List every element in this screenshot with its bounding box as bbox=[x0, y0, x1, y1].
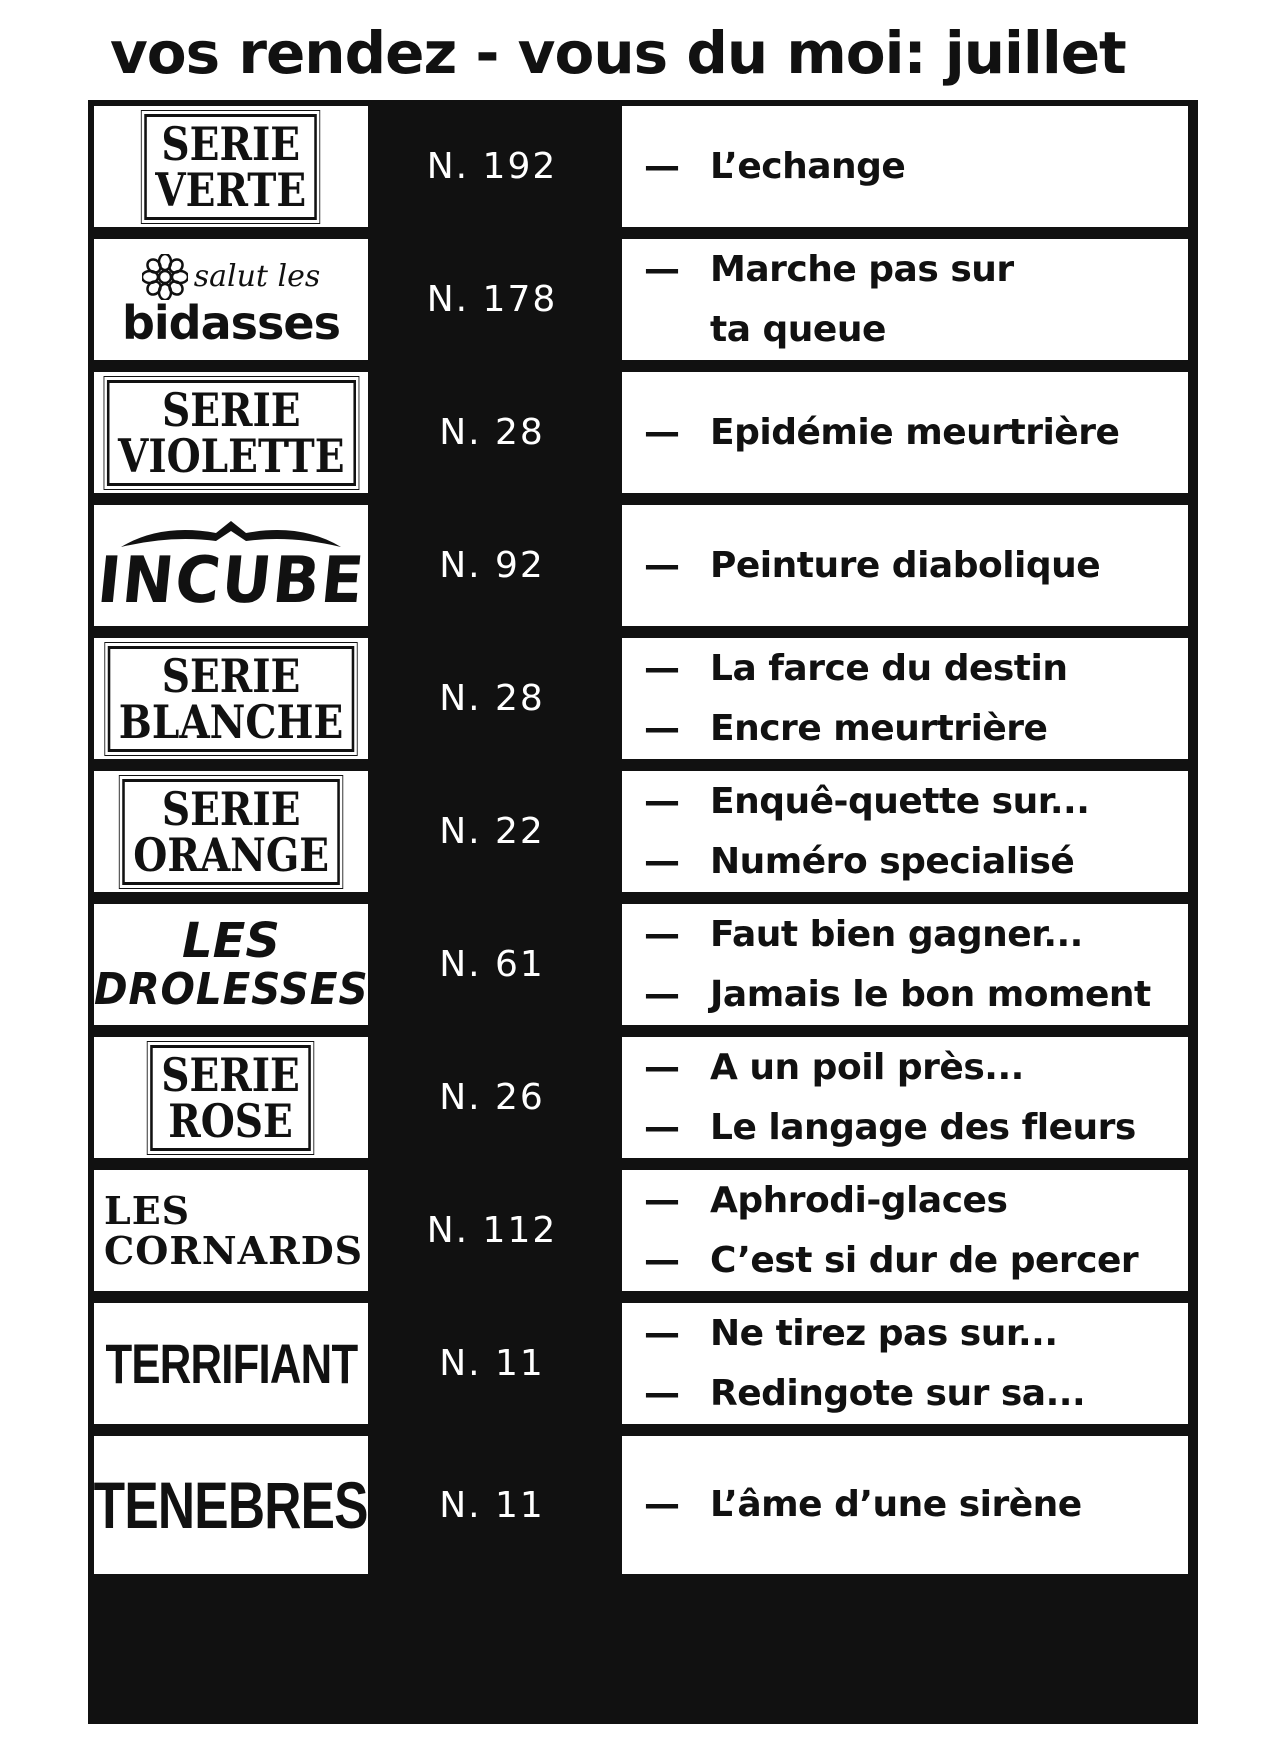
table-row bbox=[88, 1297, 1198, 1430]
logo-main: INCUBE bbox=[94, 543, 368, 618]
dash: — bbox=[644, 145, 680, 187]
logo-main: bidasses bbox=[121, 295, 340, 350]
issue-number: N. 178 bbox=[426, 279, 558, 320]
series-logo-serie-verte: SERIE VERTE bbox=[94, 106, 368, 227]
issue-number: N. 11 bbox=[439, 1343, 545, 1384]
series-logo-les-drolesses: LES DROLESSES bbox=[94, 904, 368, 1025]
table-row bbox=[88, 366, 1198, 499]
story-title: L’âme d’une sirène bbox=[710, 1484, 1082, 1525]
story-titles bbox=[622, 638, 1188, 759]
issue-number: N. 112 bbox=[426, 1210, 558, 1251]
issue-number: N. 11 bbox=[439, 1484, 545, 1526]
story-title: Peinture diabolique bbox=[710, 544, 1101, 586]
table-row bbox=[88, 499, 1198, 632]
story-titles bbox=[622, 1037, 1188, 1158]
story-titles bbox=[622, 771, 1188, 892]
story-title: Encre meurtrière bbox=[710, 707, 1048, 749]
dash: — bbox=[644, 1179, 680, 1221]
dash: — bbox=[644, 1484, 680, 1525]
story-title: Ne tirez pas sur... bbox=[710, 1312, 1058, 1354]
series-logo-tenebres: TENEBRES bbox=[94, 1436, 368, 1574]
story-titles bbox=[622, 1170, 1188, 1291]
story-title: Numéro specialisé bbox=[710, 840, 1075, 882]
issue-number: N. 92 bbox=[439, 545, 545, 586]
dash: — bbox=[644, 1046, 680, 1088]
table-row bbox=[88, 100, 1198, 233]
dash: — bbox=[644, 1372, 680, 1414]
table-row bbox=[88, 898, 1198, 1031]
story-titles bbox=[622, 904, 1188, 1025]
story-title: Marche pas sur bbox=[710, 248, 1014, 290]
story-title: Faut bien gagner... bbox=[710, 913, 1083, 955]
dash: — bbox=[644, 1106, 680, 1148]
story-title: C’est si dur de percer bbox=[710, 1239, 1139, 1281]
story-title: Enquê-quette sur... bbox=[710, 780, 1090, 822]
dash: — bbox=[644, 840, 680, 882]
story-titles bbox=[622, 106, 1188, 227]
story-title: Aphrodi-glaces bbox=[710, 1179, 1008, 1221]
story-title: Redingote sur sa... bbox=[710, 1372, 1086, 1414]
story-title: A un poil près... bbox=[710, 1046, 1024, 1088]
dash: — bbox=[644, 913, 680, 955]
story-titles bbox=[622, 372, 1188, 493]
dash: — bbox=[644, 973, 680, 1015]
table-row bbox=[88, 1031, 1198, 1164]
dash: — bbox=[644, 780, 680, 822]
issue-number: N. 28 bbox=[439, 678, 545, 719]
series-logo-salut-les-bidasses bbox=[94, 239, 368, 360]
story-title: Le langage des fleurs bbox=[710, 1106, 1136, 1148]
issue-number: N. 192 bbox=[426, 146, 558, 187]
issue-number: N. 61 bbox=[439, 944, 545, 985]
series-logo-serie-blanche: SERIE BLANCHE bbox=[94, 638, 368, 759]
dash: — bbox=[644, 707, 680, 749]
series-logo-serie-orange: SERIE ORANGE bbox=[94, 771, 368, 892]
story-titles bbox=[622, 1303, 1188, 1424]
story-title: Epidémie meurtrière bbox=[710, 411, 1120, 453]
issue-number: N. 22 bbox=[439, 811, 545, 852]
story-title: Jamais le bon moment bbox=[710, 973, 1151, 1015]
dash: — bbox=[644, 1239, 680, 1281]
dash: — bbox=[644, 411, 680, 453]
flower-icon bbox=[142, 254, 188, 300]
table-row bbox=[88, 632, 1198, 765]
table-row bbox=[88, 1164, 1198, 1297]
dash: — bbox=[644, 544, 680, 586]
story-titles bbox=[622, 1436, 1188, 1574]
story-title-continued: ta queue bbox=[710, 308, 886, 350]
dash: — bbox=[644, 1312, 680, 1354]
series-logo-terrifiant: TERRIFIANT bbox=[94, 1303, 368, 1424]
story-title: L’echange bbox=[710, 145, 906, 187]
release-table bbox=[88, 100, 1198, 1724]
story-titles bbox=[622, 505, 1188, 626]
series-logo-incube bbox=[94, 505, 368, 626]
page-title: vos rendez - vous du moi: juillet bbox=[110, 19, 1126, 87]
story-titles bbox=[622, 239, 1188, 360]
dash: — bbox=[644, 248, 680, 290]
story-title: La farce du destin bbox=[710, 647, 1068, 689]
series-logo-les-cornards: LES CORNARDS bbox=[94, 1170, 368, 1291]
issue-number: N. 26 bbox=[439, 1077, 545, 1118]
dash: — bbox=[644, 647, 680, 689]
table-row bbox=[88, 765, 1198, 898]
logo-script: salut les bbox=[193, 259, 321, 294]
series-logo-serie-rose: SERIE ROSE bbox=[94, 1037, 368, 1158]
issue-number: N. 28 bbox=[439, 412, 545, 453]
table-row bbox=[88, 1430, 1198, 1580]
table-row bbox=[88, 233, 1198, 366]
series-logo-serie-violette: SERIE VIOLETTE bbox=[94, 372, 368, 493]
